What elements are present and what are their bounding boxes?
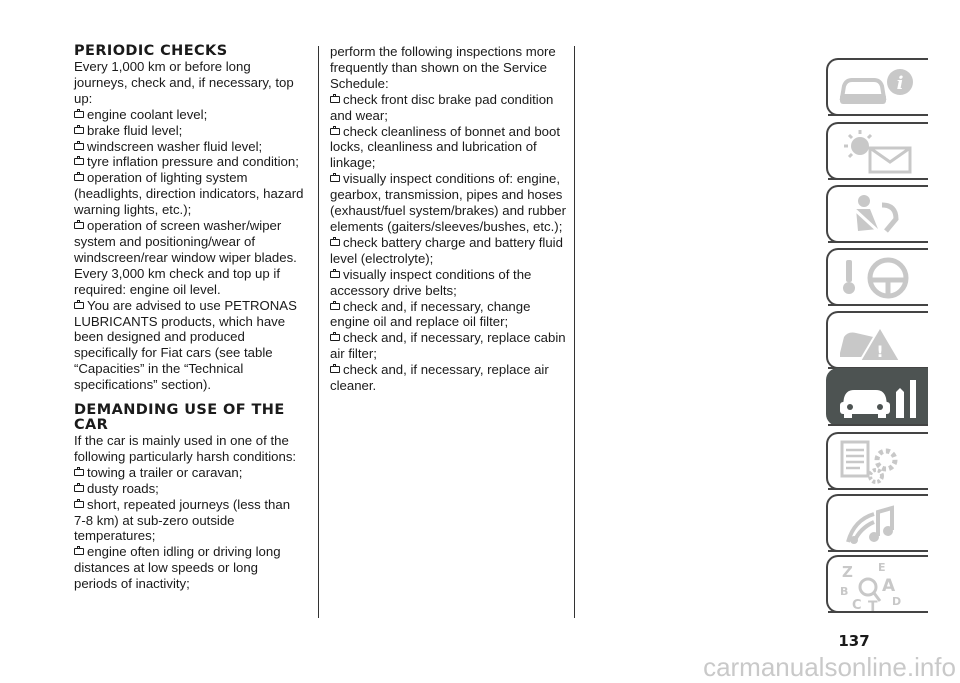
svg-text:i: i (896, 73, 904, 94)
left-column (74, 44, 304, 592)
multimedia-icon (834, 500, 924, 548)
bullet-icon (74, 485, 84, 492)
svg-text:!: ! (876, 342, 884, 361)
list-item: visually inspect conditions of the accessory drive belts; (330, 266, 532, 298)
list-item: check and, if necessary, change engine oil and replace oil filter; (330, 298, 531, 330)
tab-warning-lights[interactable] (826, 122, 928, 180)
list-item: dusty roads; (74, 481, 304, 497)
list-item: check cleanliness of bonnet and boot locks, cleanliness and lubrication of linkage; (330, 123, 561, 171)
index-letter-c: C (852, 598, 862, 611)
list-item: brake fluid level; (74, 123, 304, 139)
bullet-icon (330, 175, 340, 182)
index-letter-e: E (878, 561, 886, 574)
list-item: short, repeated journeys (less than 7-8 km) at sub-zero outside temperatures; (74, 496, 291, 544)
bullet-icon (330, 303, 340, 310)
bullet-icon (330, 334, 340, 341)
bullet-icon (330, 128, 340, 135)
bullet-icon (74, 127, 84, 134)
tab-emergency[interactable] (826, 311, 928, 369)
tab-multimedia[interactable] (826, 494, 928, 552)
bullet-icon (74, 143, 84, 150)
bullet-icon (74, 469, 84, 476)
emergency-icon (834, 317, 924, 365)
tab-technical-data[interactable] (826, 432, 928, 490)
list-item: check and, if necessary, replace air cleaner. (330, 362, 549, 394)
list-item: operation of lighting system (headlights, direction indicators, hazard warning lights, etc.); (74, 170, 304, 218)
tab-safety[interactable] (826, 185, 928, 243)
bullet-icon (74, 222, 84, 229)
bullet-icon (74, 548, 84, 555)
intro-paragraph: Every 1,000 km or before long journeys, check and, if necessary, top up: (74, 59, 294, 106)
inspections-intro: perform the following inspections more frequently than shown on the Service Schedule: (330, 44, 556, 91)
tab-index[interactable] (826, 555, 928, 613)
page-number: 137 (838, 632, 870, 650)
car-info-icon (834, 64, 924, 112)
bullet-icon (74, 501, 84, 508)
list-item: engine coolant level; (74, 107, 304, 123)
starting-driving-icon (834, 254, 924, 302)
periodic-checks-list (74, 107, 304, 266)
maintenance-icon (834, 374, 924, 422)
safety-icon (834, 191, 924, 239)
right-column (330, 44, 568, 394)
tab-maintenance[interactable] (826, 368, 928, 426)
index-letter-a: A (882, 576, 896, 596)
bullet-icon (330, 271, 340, 278)
list-item: visually inspect conditions of: engine, gearbox, transmission, pipes and hoses (exhaust/fuel system/brakes) and rubber elements (gaiters/sleeves/bushes, etc.); (330, 171, 567, 234)
index-letter-t: T (868, 599, 878, 611)
warning-lights-icon (834, 128, 924, 176)
list-item: You are advised to use PETRONAS LUBRICANTS products, which have been designed and produced specifically for Fiat cars (see table “Capacities” in the “Technical specifications” section). (74, 297, 297, 393)
tab-car-info[interactable] (826, 58, 928, 116)
list-item: check battery charge and battery fluid level (electrolyte); (330, 234, 563, 266)
bullet-icon (74, 174, 84, 181)
bullet-icon (74, 158, 84, 165)
technical-data-icon (834, 438, 924, 486)
tab-starting-driving[interactable] (826, 248, 928, 306)
bullet-icon (330, 239, 340, 246)
heading-demanding-use: DEMANDING USE OF THE CAR (74, 402, 285, 434)
index-letter-b: B (840, 585, 849, 598)
index-letter-d: D (892, 595, 902, 608)
bullet-icon (330, 96, 340, 103)
list-item: towing a trailer or caravan; (74, 465, 304, 481)
harsh-conditions-intro: If the car is mainly used in one of the following particularly harsh conditions: (74, 433, 297, 464)
list-item: windscreen washer fluid level; (74, 139, 304, 155)
list-item: operation of screen washer/wiper system and positioning/wear of windscreen/rear window wiper blades. (74, 218, 297, 265)
list-item: check front disc brake pad condition and wear; (330, 91, 554, 123)
list-item: check and, if necessary, replace cabin air filter; (330, 330, 566, 362)
bullet-icon (330, 366, 340, 373)
index-letter-z: Z (842, 563, 853, 581)
inspections-list (330, 92, 568, 394)
column-divider (574, 46, 575, 618)
harsh-conditions-list (74, 465, 304, 592)
bullet-icon (74, 302, 84, 309)
heading-periodic-checks: PERIODIC CHECKS (74, 43, 228, 59)
bullet-icon (74, 111, 84, 118)
watermark: carmanualsonline.info (703, 652, 956, 682)
list-item: engine often idling or driving long distances at low speeds or long periods of inactivity; (74, 544, 281, 592)
list-item: tyre inflation pressure and condition; (74, 154, 304, 170)
oil-level-paragraph: Every 3,000 km check and top up if required: engine oil level. (74, 265, 280, 297)
index-icon (834, 561, 924, 611)
column-divider (318, 46, 319, 618)
